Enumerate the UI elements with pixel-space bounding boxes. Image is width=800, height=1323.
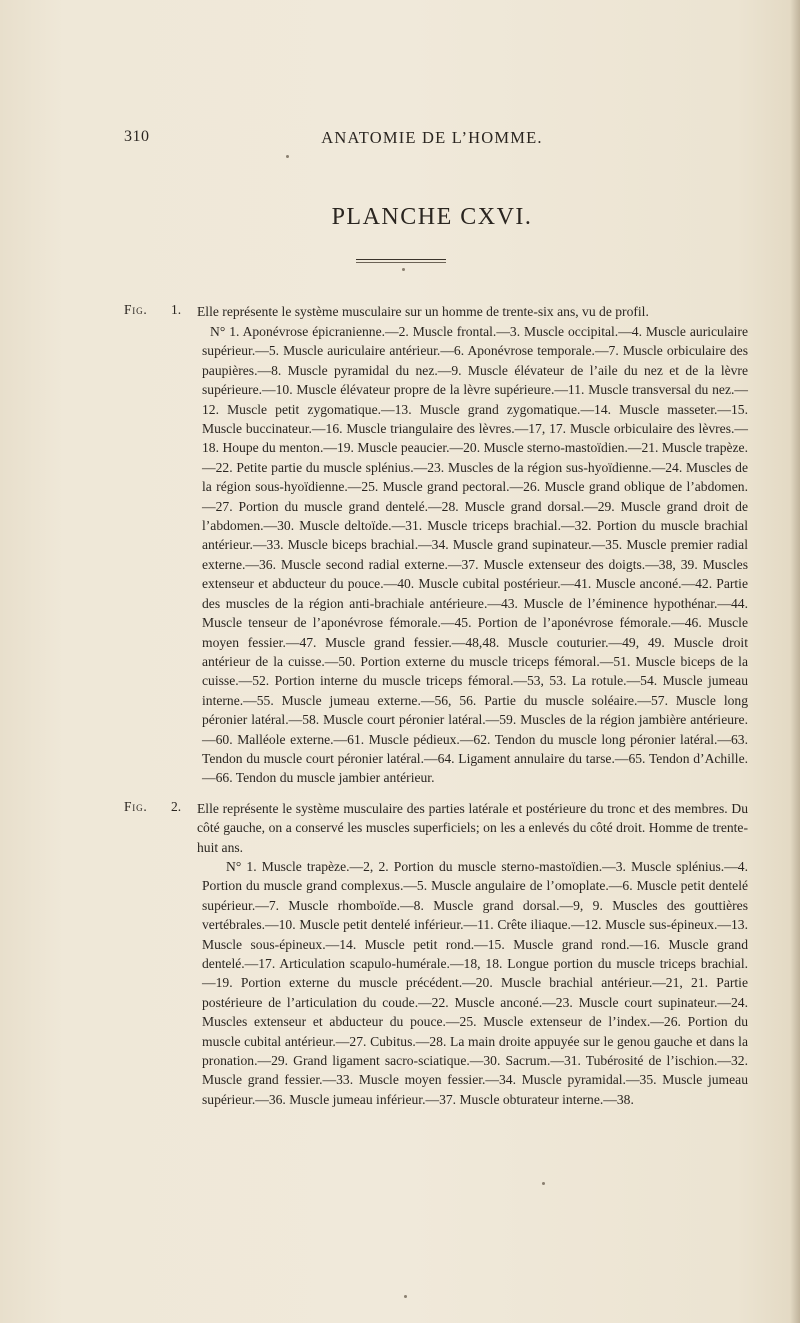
figure-1-lead: Elle représente le système musculaire sur un homme de trente-six ans, vu de profil. (197, 304, 649, 319)
figure-2-number: 2. (171, 799, 182, 814)
figure-1-section (124, 302, 748, 786)
paper-speck (542, 1182, 545, 1185)
paper-speck (286, 155, 289, 158)
page-number: 310 (124, 128, 150, 145)
paper-speck (402, 268, 405, 271)
figure-1-legend: N° 1. Aponévrose épicranienne.—2. Muscle frontal.—3. Muscle occipital.—4. Muscle auriculaire supérieur.—5. Muscle auriculaire antérieur.—6. Aponévrose temporale.—7. Muscle orbiculaire des paupières.—8. Muscle pyramidal du nez.—9. Muscle élévateur de l’aile du nez et de la lèvre supérieure.—10. Muscle élévateur propre de la lèvre supérieure.—11. Muscle transversal du nez.—12. Muscle petit zygomatique.—13. Muscle grand zygomatique.—14. Muscle masseter.—15. Muscle buccinateur.—16. Muscle triangulaire des lèvres.—17, 17. Muscle orbiculaire des lèvres.—18. Houpe du menton.—19. Muscle peaucier.—20. Muscle sterno-mastoïdien.—21. Muscle trapèze.—22. Petite partie du muscle splénius.—23. Muscles de la région sus-hyoïdienne.—24. Muscles de la région sous-hyoïdienne.—25. Muscle grand pectoral.—26. Muscle grand oblique de l’abdomen.—27. Portion du muscle grand dentelé.—28. Muscle grand dorsal.—29. Muscle grand droit de l’abdomen.—30. Muscle deltoïde.—31. Muscle triceps brachial.—32. Portion du muscle brachial antérieur.—33. Muscle biceps brachial.—34. Muscle grand supinateur.—35. Muscle premier radial externe.—36. Muscle second radial externe.—37. Muscle extenseur des doigts.—38, 39. Muscles extenseur et abducteur du pouce.—40. Muscle cubital postérieur.—41. Muscle anconé.—42. Partie des muscles de la région anti-brachiale antérieure.—43. Muscle de l’éminence hypothénar.—44. Muscle tenseur de l’aponévrose fémorale.—45. Portion de l’aponévrose fémorale.—46. Muscle moyen fessier.—47. Muscle grand fessier.—48,48. Muscle couturier.—49, 49. Muscle droit antérieur de la cuisse.—50. Portion externe du muscle triceps fémoral.—51. Muscle biceps de la cuisse.—52. Portion interne du muscle triceps fémoral.—53, 53. La rotule.—54. Muscle jumeau interne.—55. Muscle jumeau externe.—56, 56. Partie du muscle soléaire.—57. Muscle long péronier latéral.—58. Muscle court péronier latéral.—59. Muscles de la région jambière antérieure.—60. Malléole externe.—61. Muscle pédieux.—62. Tendon du muscle long péronier latéral.—63. Tendon du muscle court péronier latéral.—64. Ligament annulaire du tarse.—65. Tendon d’Achille.—66. Tendon du muscle jambier antérieur. (202, 324, 748, 786)
figure-1-number: 1. (171, 302, 182, 317)
figure-1-label: Fig. (124, 302, 148, 317)
page-edge-shadow (790, 0, 800, 1323)
figure-2-label: Fig. (124, 799, 148, 814)
figure-2-lead: Elle représente le système musculaire des parties latérale et postérieure du tronc et des membres. Du côté gauche, on a conservé les muscles superficiels; on les a enlevés du côté droit. Homme de trente-huit ans. (197, 801, 748, 855)
running-head: ANATOMIE DE L’HOMME. (321, 128, 543, 147)
plate-title: PLANCHE CXVI. (331, 204, 533, 230)
figure-2-legend: N° 1. Muscle trapèze.—2, 2. Portion du muscle sterno-mastoïdien.—3. Muscle splénius.—4. Portion du muscle grand complexus.—5. Muscle angulaire de l’omoplate.—6. Muscle petit dentelé supérieur.—7. Muscle rhomboïde.—8. Muscle grand dorsal.—9, 9. Muscles des gouttières vertébrales.—10. Muscle petit dentelé inférieur.—11. Crête iliaque.—12. Muscle sus-épineux.—13. Muscle sous-épineux.—14. Muscle petit rond.—15. Muscle grand rond.—16. Muscle grand dentelé.—17. Articulation scapulo-humérale.—18, 18. Longue portion du muscle triceps brachial.—19. Portion externe du muscle précédent.—20. Muscle brachial antérieur.—21, 21. Partie postérieure de l’articulation du coude.—22. Muscle anconé.—23. Muscle court supinateur.—24. Muscles extenseur et abducteur du pouce.—25. Muscle extenseur de l’index.—26. Portion du muscle cubital antérieur.—27. Cubitus.—28. La main droite appuyée sur le genou gauche et dans la pronation.—29. Grand ligament sacro-sciatique.—30. Sacrum.—31. Tubérosité de l’ischion.—32. Muscle grand fessier.—33. Muscle moyen fessier.—34. Muscle pyramidal.—35. Muscle jumeau supérieur.—36. Muscle jumeau inférieur.—37. Muscle obturateur interne.—38. (202, 859, 748, 1107)
figure-2-section (124, 799, 748, 1107)
paper-speck (404, 1295, 407, 1298)
title-rule-divider (356, 259, 446, 263)
page-header (124, 128, 740, 150)
